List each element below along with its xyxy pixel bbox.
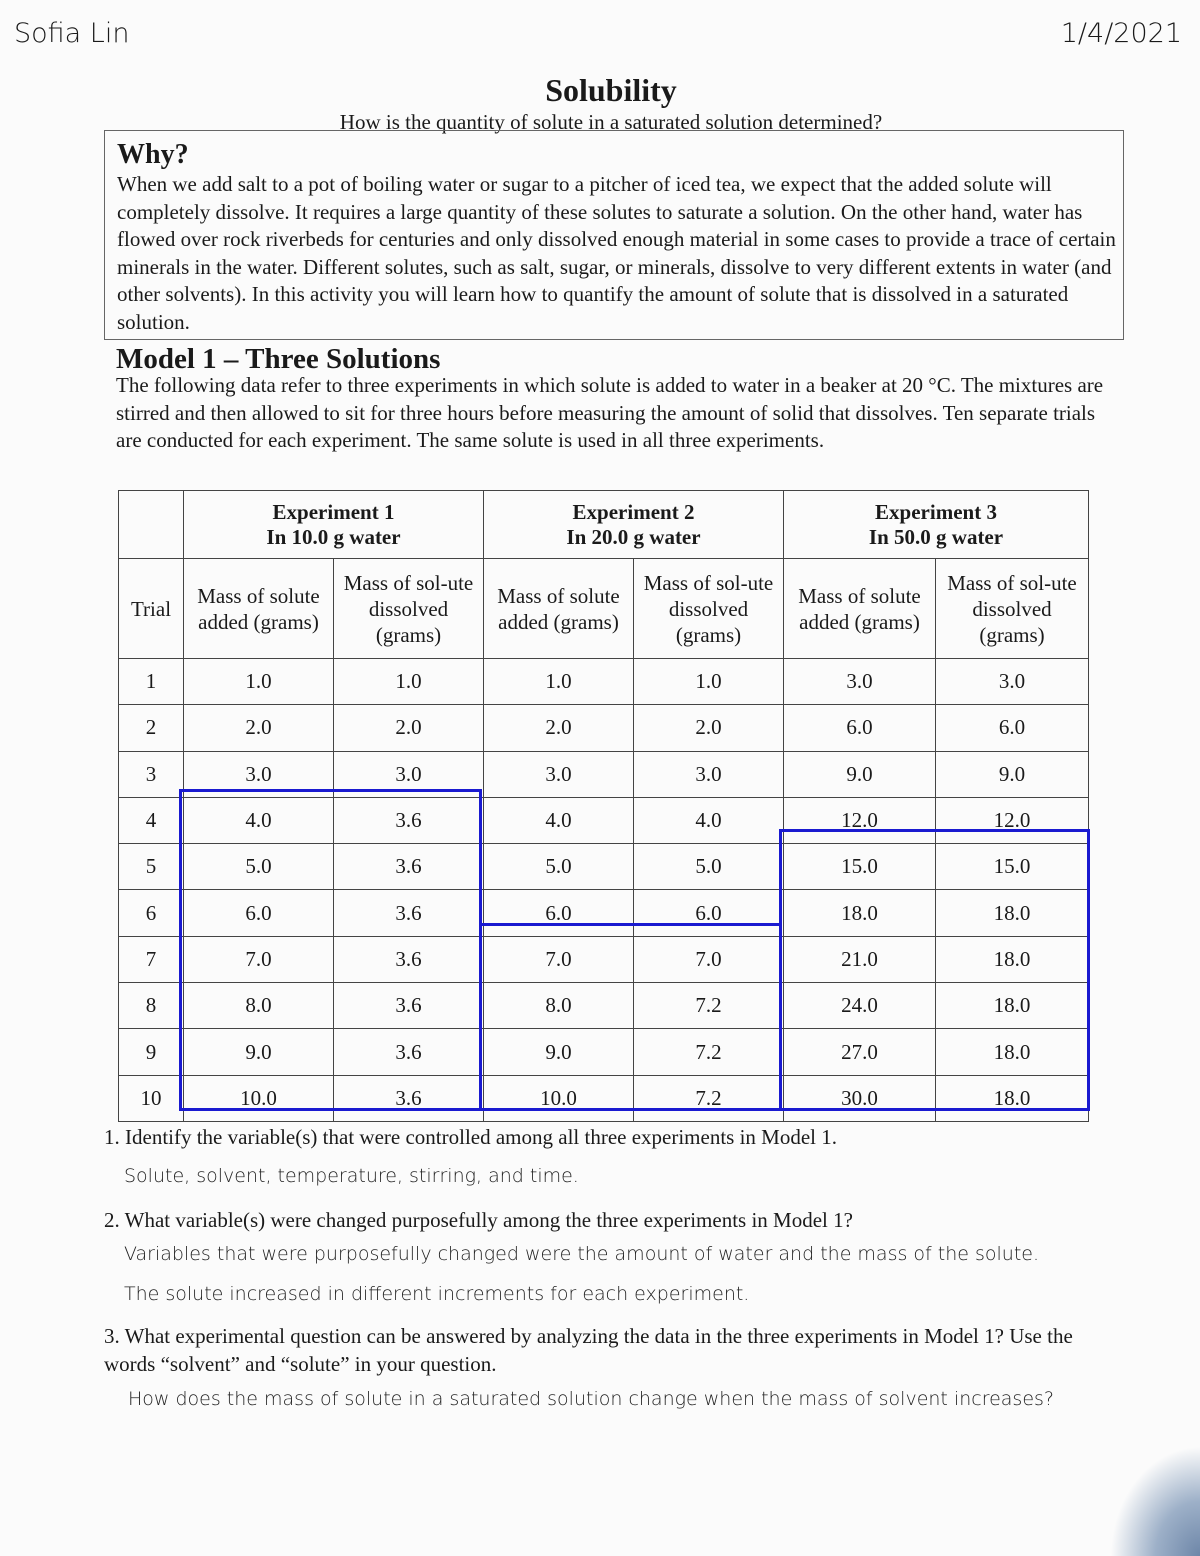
- table-cell: 2.0: [484, 705, 634, 751]
- page-title: Solubility: [545, 72, 677, 108]
- table-cell: 18.0: [936, 890, 1089, 936]
- column-header: Mass of sol-ute dissolved (grams): [936, 559, 1089, 659]
- page-subtitle: How is the quantity of solute in a saturated solution determined?: [339, 110, 883, 134]
- table-cell: 3.6: [334, 797, 484, 843]
- table-cell: 2.0: [184, 705, 334, 751]
- answer-2-line-2: The solute increased in different increments for each experiment.: [124, 1283, 750, 1305]
- trial-number: 4: [119, 797, 184, 843]
- table-cell: 7.2: [634, 1075, 784, 1121]
- table-cell: 21.0: [784, 936, 936, 982]
- table-cell: 3.6: [334, 844, 484, 890]
- trial-number: 5: [119, 844, 184, 890]
- trial-number: 3: [119, 751, 184, 797]
- table-row: [119, 705, 1089, 751]
- highlight-box-exp3: [779, 829, 1090, 1111]
- table-cell: 10.0: [484, 1075, 634, 1121]
- table-cell: 3.0: [334, 751, 484, 797]
- table-cell: 18.0: [936, 936, 1089, 982]
- table-cell: 12.0: [784, 797, 936, 843]
- table-cell: 27.0: [784, 1029, 936, 1075]
- table-cell: 7.0: [184, 936, 334, 982]
- column-header: Mass of solute added (grams): [484, 559, 634, 659]
- table-cell: 6.0: [484, 890, 634, 936]
- table-cell: 15.0: [784, 844, 936, 890]
- experiment-2-header: Experiment 2 In 20.0 g water: [484, 491, 784, 559]
- highlight-box-exp2: [479, 923, 782, 1111]
- table-cell: 1.0: [334, 659, 484, 705]
- experiment-1-header: Experiment 1 In 10.0 g water: [184, 491, 484, 559]
- table-cell: 1.0: [484, 659, 634, 705]
- why-box: [104, 130, 1124, 340]
- table-cell: 7.0: [484, 936, 634, 982]
- empty-header: [119, 491, 184, 559]
- highlight-box-exp1: [179, 789, 482, 1111]
- table-cell: 1.0: [184, 659, 334, 705]
- table-row: [119, 659, 1089, 705]
- table-cell: 3.6: [334, 936, 484, 982]
- column-header: Mass of sol-ute dissolved (grams): [334, 559, 484, 659]
- trial-number: 8: [119, 983, 184, 1029]
- table-cell: 3.0: [184, 751, 334, 797]
- table-cell: 24.0: [784, 983, 936, 1029]
- table-cell: 3.0: [484, 751, 634, 797]
- table-cell: 3.6: [334, 1075, 484, 1121]
- table-cell: 6.0: [634, 890, 784, 936]
- table-cell: 10.0: [184, 1075, 334, 1121]
- table-cell: 4.0: [484, 797, 634, 843]
- table-cell: 4.0: [634, 797, 784, 843]
- trial-number: 10: [119, 1075, 184, 1121]
- table-cell: 9.0: [784, 751, 936, 797]
- table-cell: 3.6: [334, 983, 484, 1029]
- table-cell: 12.0: [936, 797, 1089, 843]
- table-cell: 18.0: [936, 1029, 1089, 1075]
- table-cell: 18.0: [784, 890, 936, 936]
- table-cell: 15.0: [936, 844, 1089, 890]
- table-cell: 7.2: [634, 1029, 784, 1075]
- table-cell: 5.0: [484, 844, 634, 890]
- table-cell: 2.0: [334, 705, 484, 751]
- table-cell: 6.0: [184, 890, 334, 936]
- column-header: Mass of solute added (grams): [184, 559, 334, 659]
- table-cell: 3.6: [334, 1029, 484, 1075]
- column-header: Mass of sol-ute dissolved (grams): [634, 559, 784, 659]
- table-cell: 5.0: [634, 844, 784, 890]
- table-cell: 3.0: [634, 751, 784, 797]
- table-cell: 18.0: [936, 983, 1089, 1029]
- table-cell: 9.0: [184, 1029, 334, 1075]
- trial-number: 6: [119, 890, 184, 936]
- table-cell: 5.0: [184, 844, 334, 890]
- why-text: When we add salt to a pot of boiling water or sugar to a pitcher of iced tea, we expect that the added solute will completely dissolve. It requires a large quantity of these solutes to saturate a solution. On the other hand, water has flowed over rock riverbeds for centuries and only dissolved enough material in some cases to provide a trace of certain minerals in the water. Different solutes, such as salt, sugar, or minerals, dissolve to very different extents in water (and other solvents). In this activity you will learn how to quantify the amount of solute that is dissolved in a saturated solution.: [117, 172, 1116, 334]
- table-cell: 8.0: [484, 983, 634, 1029]
- question-1: 1. Identify the variable(s) that were controlled among all three experiments in Model 1.: [104, 1125, 838, 1149]
- trial-column-header: Trial: [119, 559, 184, 659]
- trial-number: 1: [119, 659, 184, 705]
- answer-2-line-1: Variables that were purposefully changed were the amount of water and the mass of the solute.: [124, 1243, 1040, 1265]
- table-cell: 7.2: [634, 983, 784, 1029]
- table-cell: 1.0: [634, 659, 784, 705]
- question-3: 3. What experimental question can be answered by analyzing the data in the three experiments in Model 1? Use the words “solvent” and “solute” in your question.: [104, 1324, 1073, 1376]
- trial-number: 9: [119, 1029, 184, 1075]
- student-name: Sofia Lin: [14, 18, 130, 49]
- experiment-3-header: Experiment 3 In 50.0 g water: [784, 491, 1089, 559]
- date: 1/4/2021: [1060, 18, 1182, 49]
- table-cell: 3.6: [334, 890, 484, 936]
- table-cell: 8.0: [184, 983, 334, 1029]
- question-2: 2. What variable(s) were changed purposefully among the three experiments in Model 1?: [104, 1208, 853, 1232]
- table-cell: 9.0: [936, 751, 1089, 797]
- table-cell: 9.0: [484, 1029, 634, 1075]
- table-cell: 3.0: [784, 659, 936, 705]
- table-cell: 30.0: [784, 1075, 936, 1121]
- table-cell: 3.0: [936, 659, 1089, 705]
- photo-glare: [1110, 1446, 1200, 1556]
- table-cell: 6.0: [784, 705, 936, 751]
- answer-3: How does the mass of solute in a saturated solution change when the mass of solvent increases?: [128, 1388, 1054, 1410]
- answer-1: Solute, solvent, temperature, stirring, and time.: [124, 1165, 579, 1187]
- table-cell: 4.0: [184, 797, 334, 843]
- why-heading: Why?: [117, 139, 189, 170]
- trial-number: 2: [119, 705, 184, 751]
- trial-number: 7: [119, 936, 184, 982]
- model-heading: Model 1 – Three Solutions: [116, 343, 441, 375]
- table-cell: 6.0: [936, 705, 1089, 751]
- model-description: The following data refer to three experiments in which solute is added to water in a beaker at 20 °C. The mixtures are stirred and then allowed to sit for three hours before measuring the amount of solid that dissolves. Ten separate trials are conducted for each experiment. The same solute is used in all three experiments.: [116, 373, 1104, 452]
- table-cell: 18.0: [936, 1075, 1089, 1121]
- column-header: Mass of solute added (grams): [784, 559, 936, 659]
- table-cell: 2.0: [634, 705, 784, 751]
- table-cell: 7.0: [634, 936, 784, 982]
